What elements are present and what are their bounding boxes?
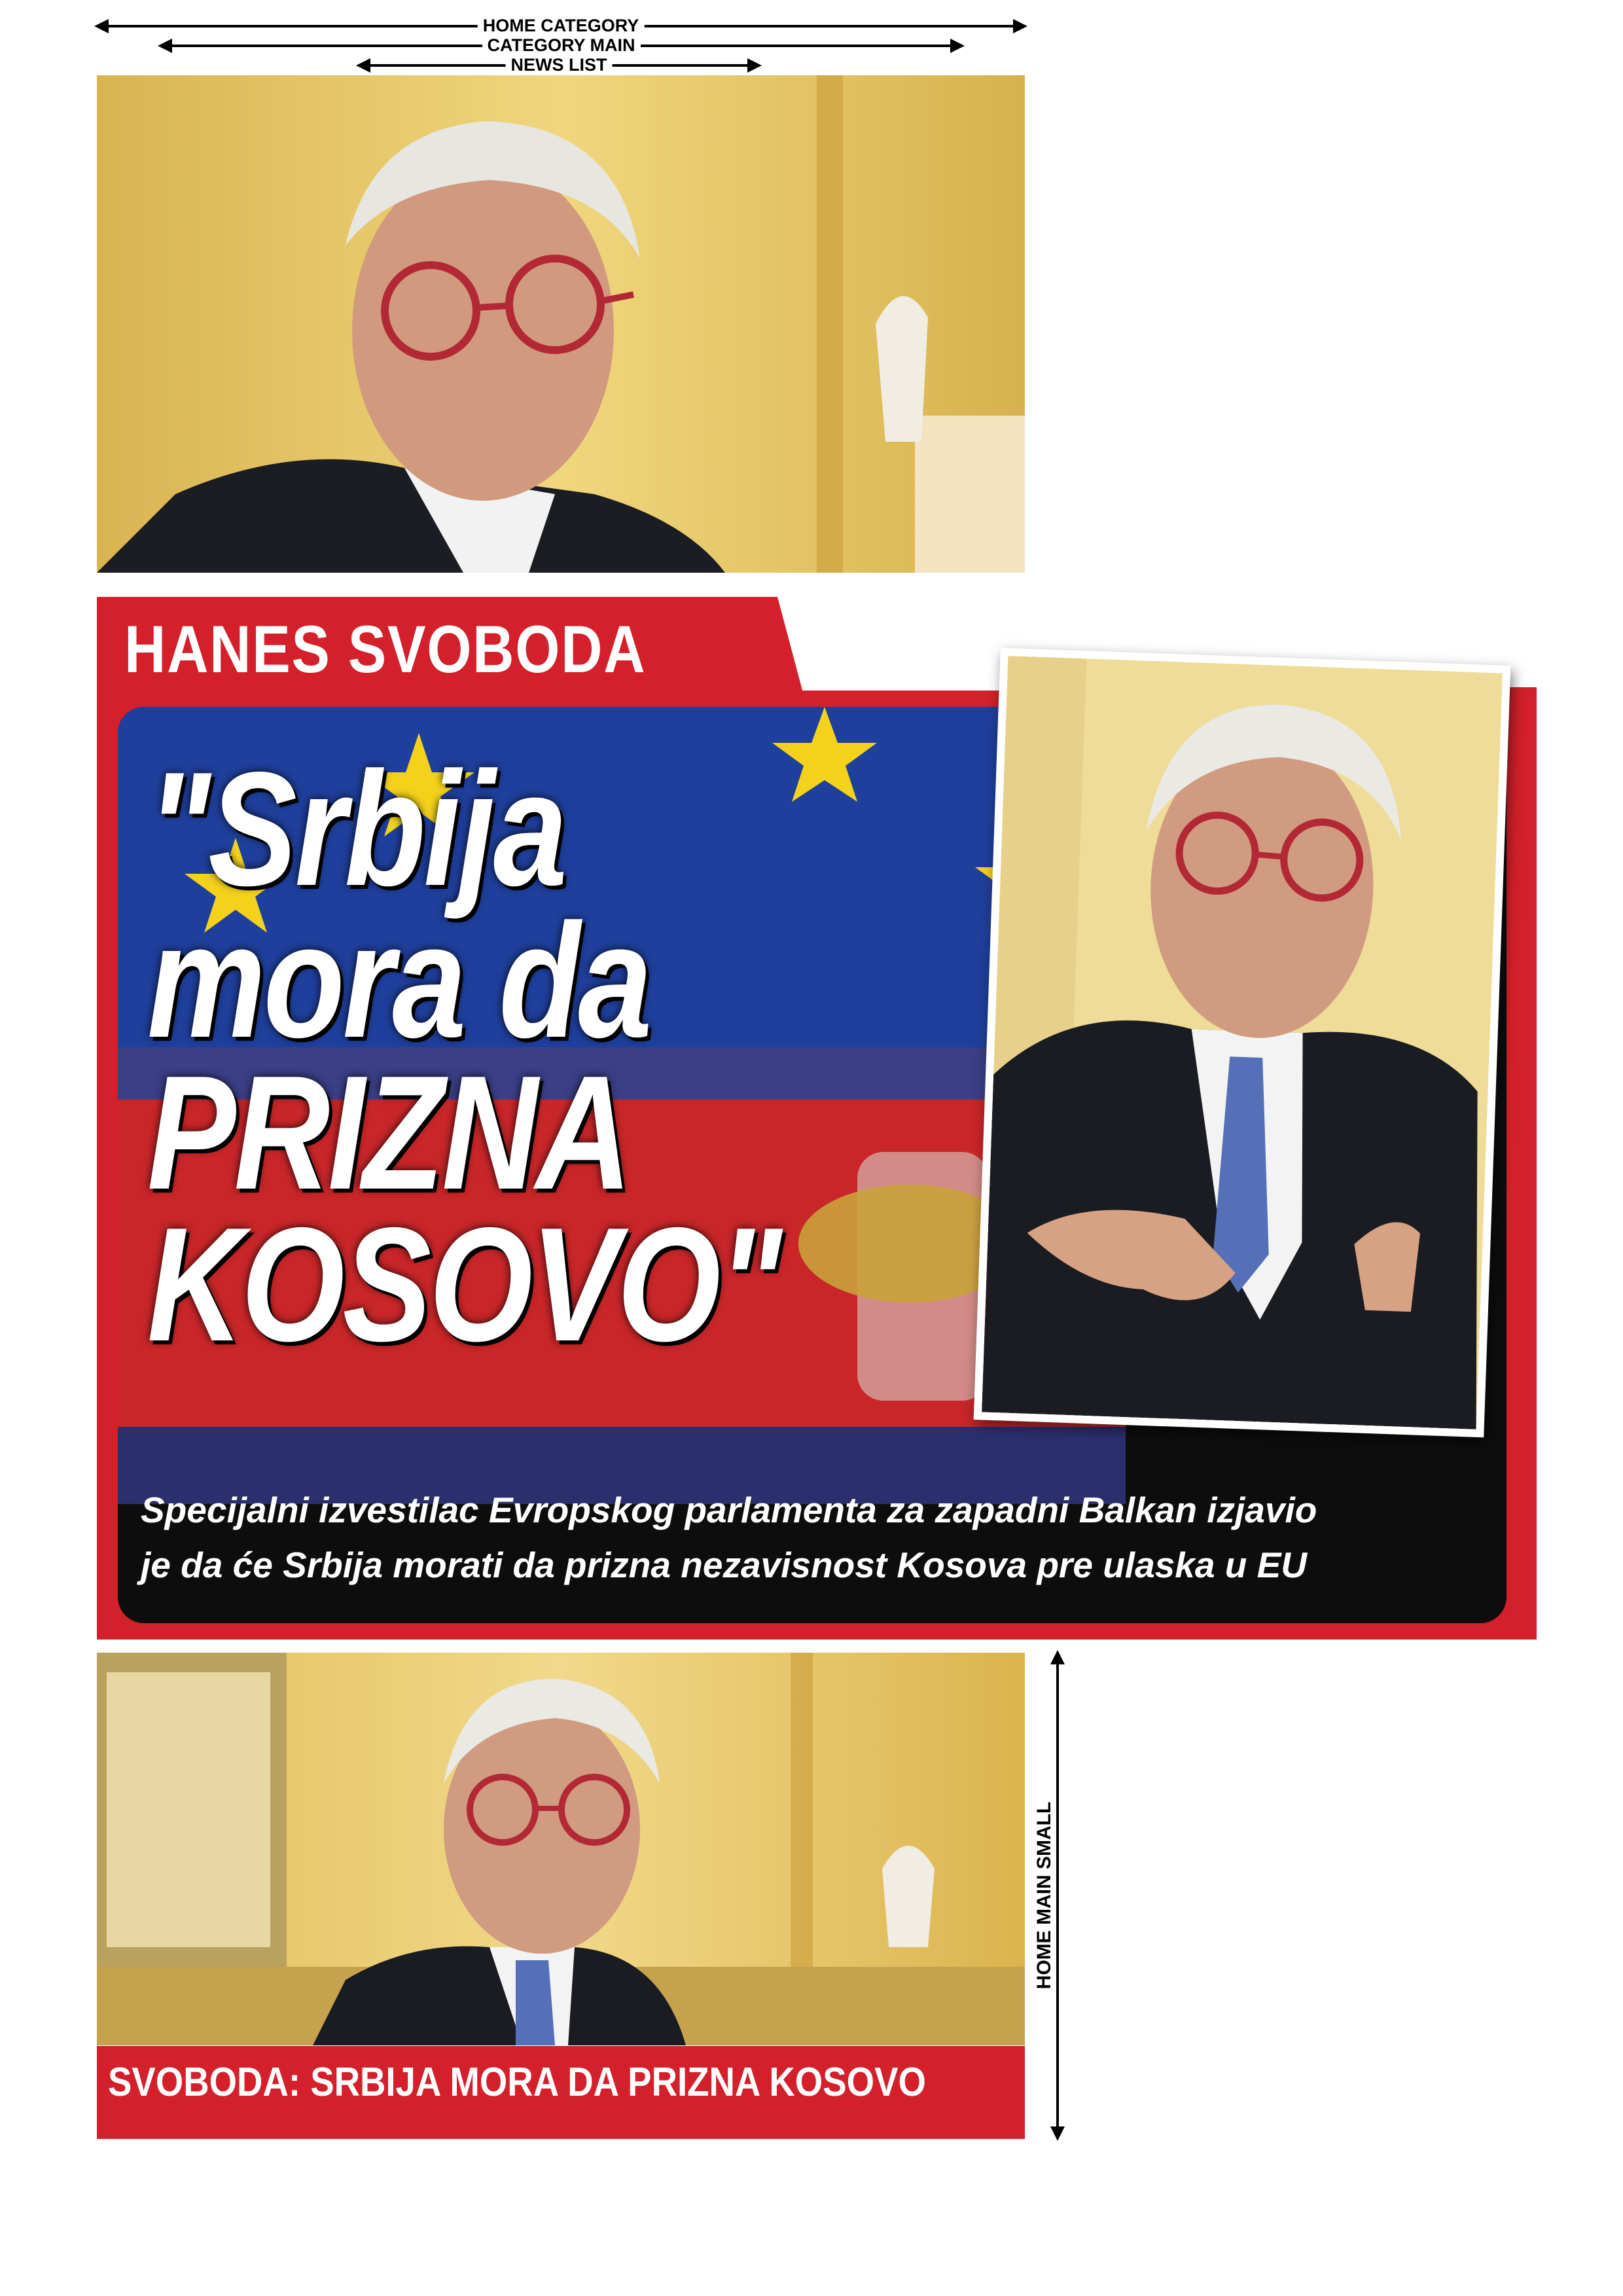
guide-label: HOME CATEGORY — [478, 16, 645, 35]
guide-news-list — [359, 55, 759, 75]
guide-home-category — [97, 16, 1025, 35]
guide-category-main — [160, 35, 962, 55]
arrow-right-icon — [1013, 19, 1027, 33]
subtitle-line: Specijalni izvestilac Evropskog parlamenta za zapadni Balkan izjavio — [141, 1490, 1317, 1530]
banner-subtitle — [141, 1482, 1502, 1592]
headline-line: "Srbija — [147, 738, 565, 920]
guide-label: NEWS LIST — [506, 55, 613, 75]
subtitle-line: je da će Srbija morati da prizna nezavisnost Kosova pre ulaska u EU — [141, 1545, 1307, 1585]
headline-line: PRIZNA — [147, 1041, 630, 1223]
headline-line: mora da — [147, 889, 651, 1071]
portrait-image — [97, 75, 1025, 573]
inset-photo — [982, 656, 1503, 1429]
arrow-left-icon — [356, 58, 370, 73]
arrow-left-icon — [158, 39, 172, 53]
inset-photo-frame[interactable] — [974, 648, 1511, 1438]
arrow-up-icon — [1050, 1650, 1065, 1664]
guide-label: HOME MAIN SMALL — [1033, 1795, 1056, 1996]
top-photo[interactable] — [97, 75, 1025, 573]
banner-tag-label: HANES SVOBODA — [124, 612, 647, 687]
guide-label: CATEGORY MAIN — [482, 35, 640, 55]
guide-home-main-small — [1033, 1653, 1059, 2138]
headline-line: KOSOVO" — [147, 1193, 780, 1375]
portrait-image — [97, 1653, 1025, 2045]
small-card-photo[interactable] — [97, 1653, 1025, 2045]
arrow-left-icon — [94, 19, 109, 33]
small-card-caption: SVOBODA: SRBIJA MORA DA PRIZNA KOSOVO — [108, 2060, 926, 2105]
portrait-image — [982, 656, 1503, 1429]
arrow-right-icon — [950, 39, 965, 53]
arrow-right-icon — [747, 58, 762, 73]
arrow-down-icon — [1050, 2126, 1065, 2141]
headline — [147, 738, 780, 1375]
